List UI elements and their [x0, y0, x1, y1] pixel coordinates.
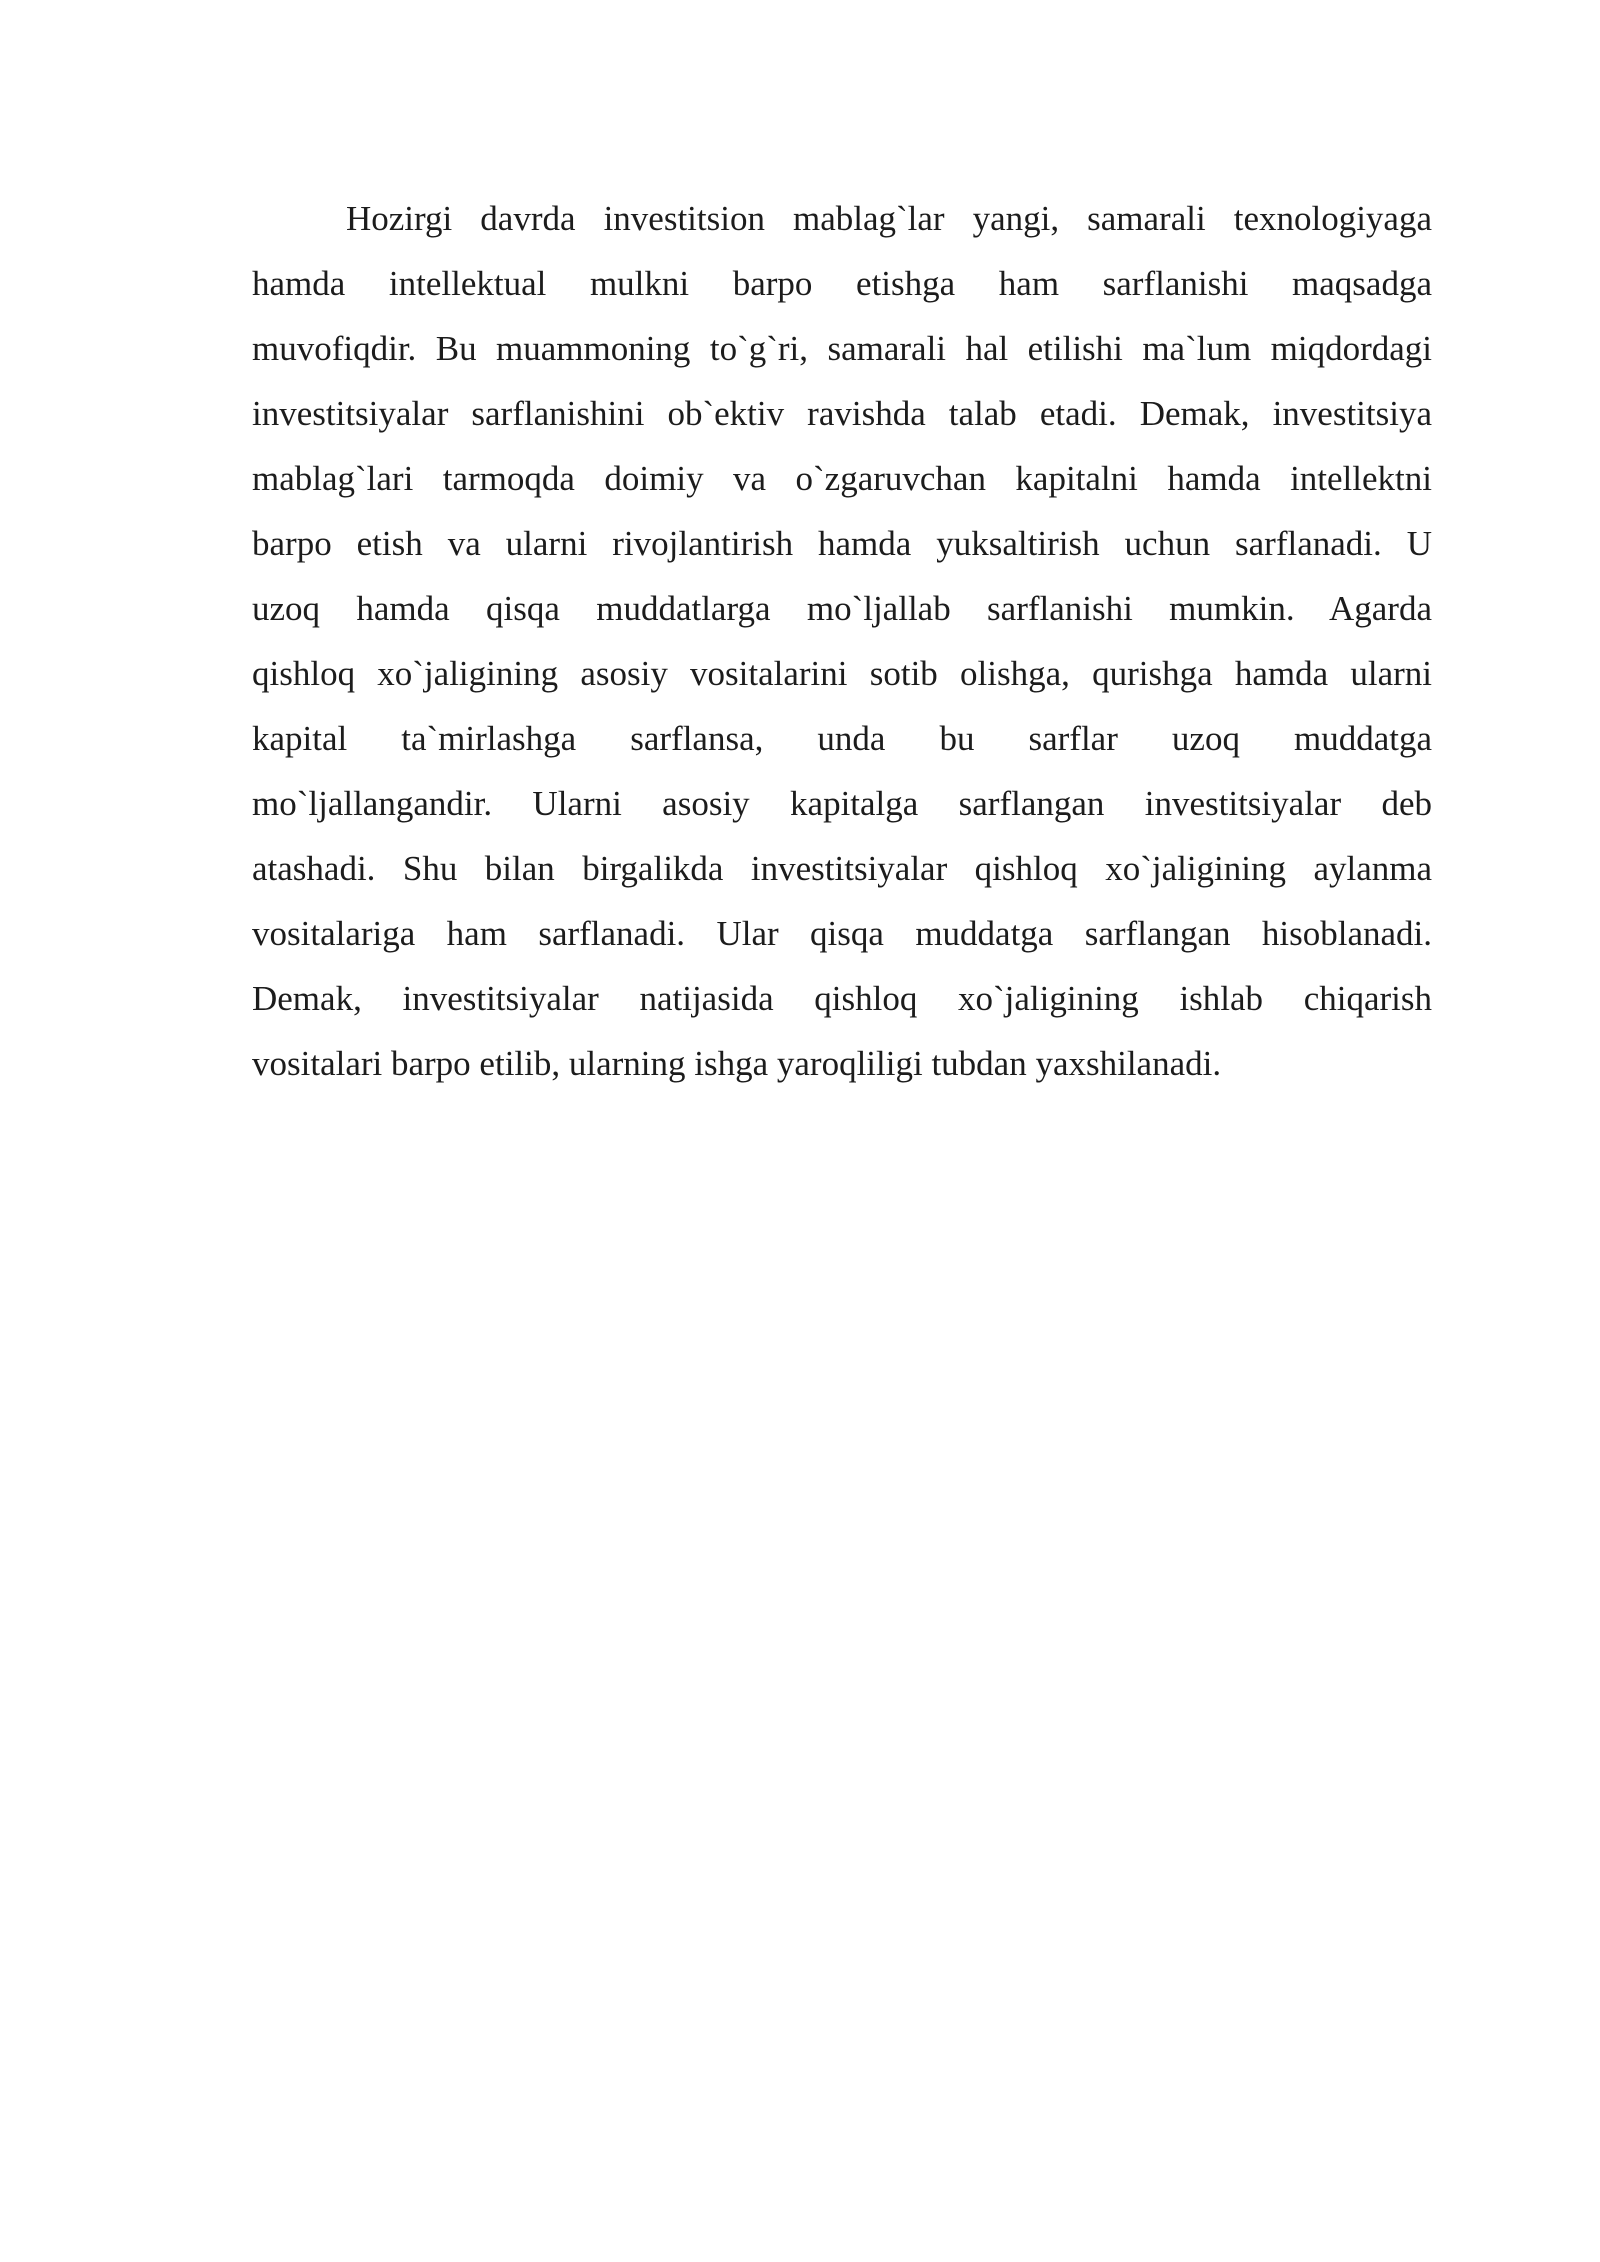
paragraph-line: mablag`lari tarmoqda doimiy va o`zgaruvchan kapitalni hamda intellektni [252, 459, 1432, 498]
paragraph-line: vositalari barpo etilib, ularning ishga yaroqliligi tubdan yaxshilanadi. [252, 1044, 1222, 1083]
paragraph-line: Hozirgi davrda investitsion mablag`lar yangi, samarali texnologiyaga [346, 199, 1432, 238]
body-paragraph [252, 186, 1432, 1096]
paragraph-line: investitsiyalar sarflanishini ob`ektiv ravishda talab etadi. Demak, investitsiya [252, 394, 1432, 433]
paragraph-line: mo`ljallangandir. Ularni asosiy kapitalga sarflangan investitsiyalar deb [252, 784, 1432, 823]
paragraph-line: uzoq hamda qisqa muddatlarga mo`ljallab sarflanishi mumkin. Agarda [252, 589, 1432, 628]
paragraph-line: barpo etish va ularni rivojlantirish hamda yuksaltirish uchun sarflanadi. U [252, 524, 1432, 563]
paragraph-line: hamda intellektual mulkni barpo etishga ham sarflanishi maqsadga [252, 264, 1432, 303]
paragraph-line: Demak, investitsiyalar natijasida qishloq xo`jaligining ishlab chiqarish [252, 979, 1432, 1018]
paragraph-line: vositalariga ham sarflanadi. Ular qisqa muddatga sarflangan hisoblanadi. [252, 914, 1432, 953]
paragraph-line: qishloq xo`jaligining asosiy vositalarini sotib olishga, qurishga hamda ularni [252, 654, 1432, 693]
paragraph-line: muvofiqdir. Bu muammoning to`g`ri, samarali hal etilishi ma`lum miqdordagi [252, 329, 1432, 368]
paragraph-line: kapital ta`mirlashga sarflansa, unda bu sarflar uzoq muddatga [252, 719, 1432, 758]
paragraph-line: atashadi. Shu bilan birgalikda investitsiyalar qishloq xo`jaligining aylanma [252, 849, 1432, 888]
